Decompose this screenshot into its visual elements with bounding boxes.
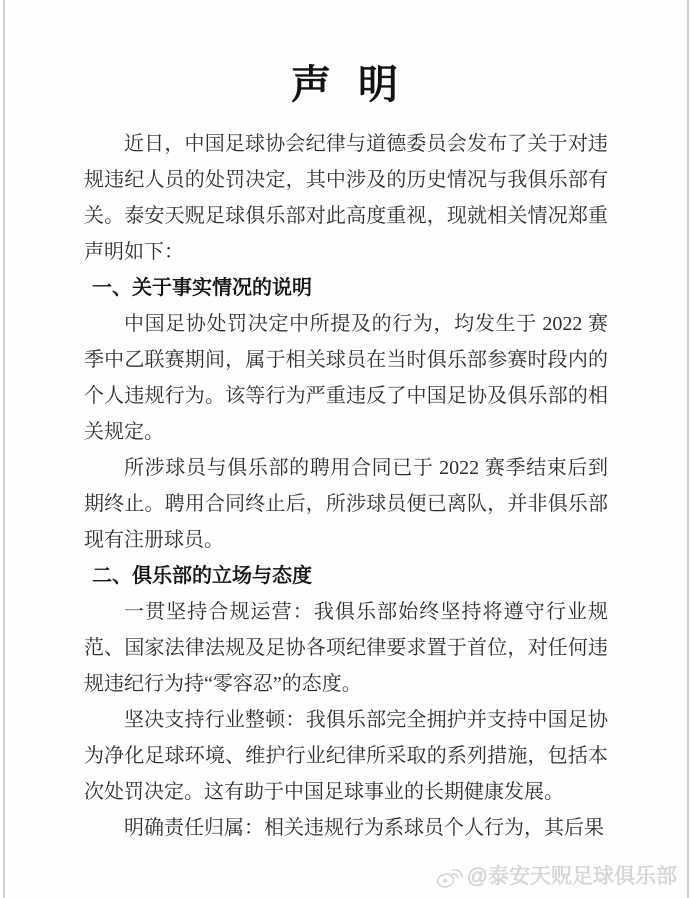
section-heading-facts: 一、关于事实情况的说明 [92,277,312,299]
paragraph-intro: 近日，中国足球协会纪律与道德委员会发布了关于对违规违纪人员的处罚决定，其中涉及的历史情况与我俱乐部有关。泰安天贶足球俱乐部对此高度重视，现就相关情况郑重声明如下： [84,133,608,263]
paragraph-facts-2: 所涉球员与俱乐部的聘用合同已于 2022 赛季结束后到期终止。聘用合同终止后，所涉球员便已离队，并非俱乐部现有注册球员。 [84,457,608,551]
scan-edge-left [3,0,5,898]
paragraph-compliance: 一贯坚持合规运营：我俱乐部始终坚持将遵守行业规范、国家法律法规及足协各项纪律要求置于首位，对任何违规违纪行为持“零容忍”的态度。 [84,601,608,695]
document-title: 声 明 [290,63,400,107]
paragraph-responsibility: 明确责任归属：相关违规行为系球员个人行为，其后果 [124,817,604,839]
watermark-text: @泰安天贶足球俱乐部 [466,865,677,888]
document-body [84,126,608,846]
weibo-icon [436,866,463,889]
scan-edge-right [687,0,689,898]
paragraph-facts-1: 中国足协处罚决定中所提及的行为，均发生于 2022 赛季中乙联赛期间，属于相关球员在当时俱乐部参赛时段内的个人违规行为。该等行为严重违反了中国足协及俱乐部的相关规定。 [84,313,608,443]
watermark [436,865,677,889]
section-heading-position: 二、俱乐部的立场与态度 [92,565,312,587]
paragraph-support: 坚决支持行业整顿：我俱乐部完全拥护并支持中国足协为净化足球环境、维护行业纪律所采取的系列措施，包括本次处罚决定。这有助于中国足球事业的长期健康发展。 [84,709,608,803]
